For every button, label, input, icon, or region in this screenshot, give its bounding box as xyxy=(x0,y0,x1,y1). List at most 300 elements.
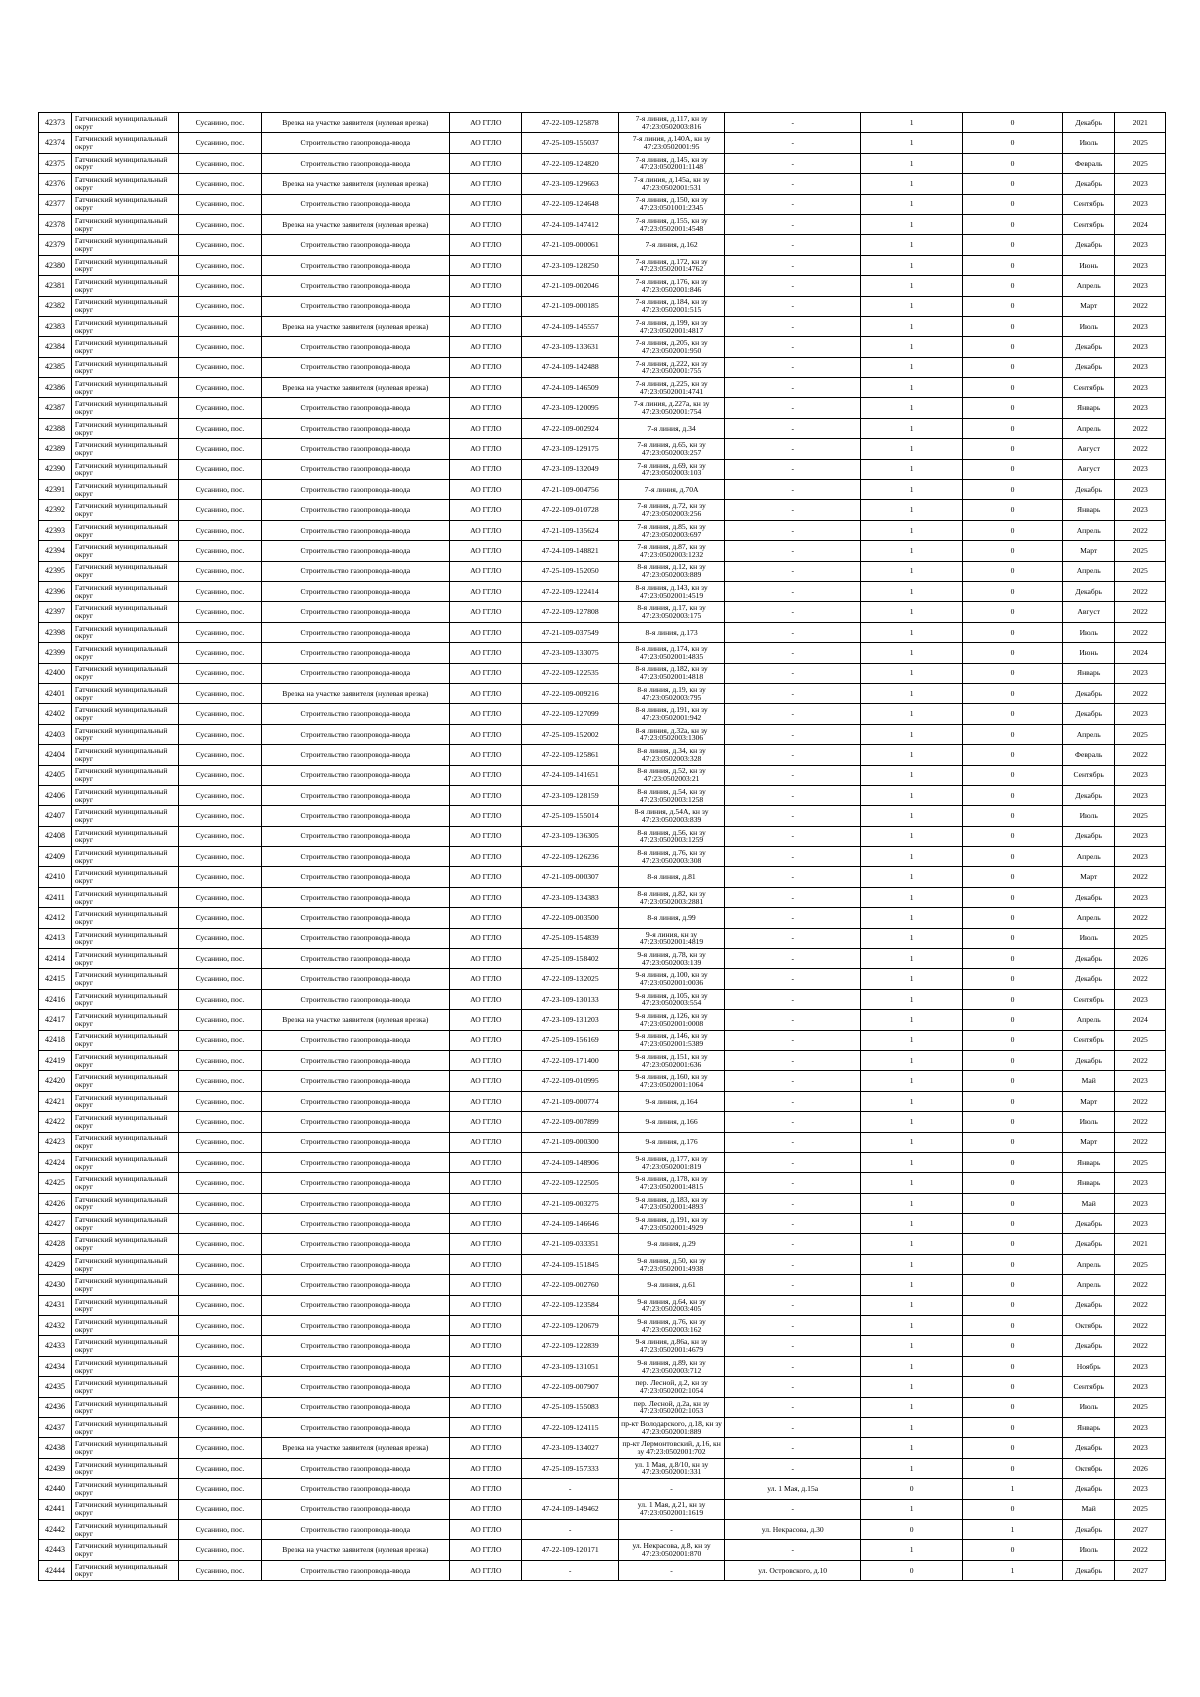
cell-count-b: 0 xyxy=(963,683,1063,703)
cell-organization: АО ГГЛО xyxy=(450,133,522,153)
cell-address: - xyxy=(725,153,861,173)
cell-row-id: 42389 xyxy=(39,439,72,459)
cell-work-type: Строительство газопровода-ввода xyxy=(261,500,450,520)
cell-address-cadastral: 8-я линия, д.54А, кн зу 47:23:0502003:839 xyxy=(618,806,724,826)
cell-settlement: Сусанино, пос. xyxy=(179,500,261,520)
cell-organization: АО ГГЛО xyxy=(450,1132,522,1152)
cell-month: Декабрь xyxy=(1062,969,1115,989)
table-row xyxy=(39,561,1166,581)
cell-row-id: 42432 xyxy=(39,1316,72,1336)
cell-count-b: 0 xyxy=(963,153,1063,173)
cell-work-type: Строительство газопровода-ввода xyxy=(261,194,450,214)
cell-count-a: 1 xyxy=(861,908,963,928)
cell-application-number: 47-25-109-155014 xyxy=(522,806,618,826)
cell-organization: АО ГГЛО xyxy=(450,745,522,765)
cell-settlement: Сусанино, пос. xyxy=(179,969,261,989)
cell-district: Гатчинский муниципальный округ xyxy=(71,765,178,785)
cell-organization: АО ГГЛО xyxy=(450,785,522,805)
cell-application-number: 47-23-109-131051 xyxy=(522,1356,618,1376)
cell-year: 2024 xyxy=(1115,1010,1166,1030)
cell-application-number: 47-22-109-002924 xyxy=(522,418,618,438)
cell-address: - xyxy=(725,949,861,969)
cell-count-a: 1 xyxy=(861,276,963,296)
cell-count-b: 0 xyxy=(963,418,1063,438)
table-row xyxy=(39,1499,1166,1519)
cell-work-type: Строительство газопровода-ввода xyxy=(261,357,450,377)
cell-row-id: 42444 xyxy=(39,1560,72,1580)
cell-count-b: 0 xyxy=(963,1050,1063,1070)
cell-row-id: 42399 xyxy=(39,643,72,663)
cell-count-b: 0 xyxy=(963,1173,1063,1193)
cell-application-number: - xyxy=(522,1519,618,1539)
cell-work-type: Строительство газопровода-ввода xyxy=(261,1275,450,1295)
cell-settlement: Сусанино, пос. xyxy=(179,643,261,663)
table-row xyxy=(39,643,1166,663)
cell-application-number: 47-22-109-122505 xyxy=(522,1173,618,1193)
cell-count-a: 1 xyxy=(861,153,963,173)
cell-month: Декабрь xyxy=(1062,683,1115,703)
cell-row-id: 42385 xyxy=(39,357,72,377)
cell-row-id: 42379 xyxy=(39,235,72,255)
table-row xyxy=(39,1336,1166,1356)
table-row xyxy=(39,847,1166,867)
cell-year: 2022 xyxy=(1115,418,1166,438)
cell-count-a: 1 xyxy=(861,337,963,357)
cell-address: - xyxy=(725,194,861,214)
cell-district: Гатчинский муниципальный округ xyxy=(71,826,178,846)
cell-count-b: 0 xyxy=(963,500,1063,520)
cell-application-number: 47-23-109-131203 xyxy=(522,1010,618,1030)
table-row xyxy=(39,235,1166,255)
table-row xyxy=(39,745,1166,765)
cell-address-cadastral: 9-я линия, д.89, кн зу 47:23:0502003:712 xyxy=(618,1356,724,1376)
table-row xyxy=(39,296,1166,316)
gasification-table xyxy=(38,112,1166,1581)
cell-year: 2023 xyxy=(1115,1193,1166,1213)
cell-settlement: Сусанино, пос. xyxy=(179,561,261,581)
cell-work-type: Строительство газопровода-ввода xyxy=(261,1458,450,1478)
cell-month: Сентябрь xyxy=(1062,765,1115,785)
cell-month: Март xyxy=(1062,1132,1115,1152)
cell-year: 2025 xyxy=(1115,541,1166,561)
cell-month: Август xyxy=(1062,602,1115,622)
cell-settlement: Сусанино, пос. xyxy=(179,1356,261,1376)
table-row xyxy=(39,276,1166,296)
cell-organization: АО ГГЛО xyxy=(450,704,522,724)
cell-organization: АО ГГЛО xyxy=(450,622,522,642)
cell-month: Декабрь xyxy=(1062,887,1115,907)
cell-count-b: 0 xyxy=(963,765,1063,785)
cell-year: 2023 xyxy=(1115,500,1166,520)
cell-row-id: 42415 xyxy=(39,969,72,989)
cell-address: - xyxy=(725,887,861,907)
cell-organization: АО ГГЛО xyxy=(450,113,522,133)
cell-work-type: Строительство газопровода-ввода xyxy=(261,1295,450,1315)
cell-month: Июль xyxy=(1062,928,1115,948)
cell-work-type: Строительство газопровода-ввода xyxy=(261,1316,450,1336)
cell-district: Гатчинский муниципальный округ xyxy=(71,1479,178,1499)
cell-count-b: 0 xyxy=(963,235,1063,255)
cell-district: Гатчинский муниципальный округ xyxy=(71,255,178,275)
cell-row-id: 42396 xyxy=(39,581,72,601)
cell-year: 2024 xyxy=(1115,643,1166,663)
cell-application-number: 47-24-109-148821 xyxy=(522,541,618,561)
cell-work-type: Строительство газопровода-ввода xyxy=(261,581,450,601)
cell-address: - xyxy=(725,1540,861,1560)
cell-row-id: 42404 xyxy=(39,745,72,765)
cell-organization: АО ГГЛО xyxy=(450,316,522,336)
cell-work-type: Строительство газопровода-ввода xyxy=(261,969,450,989)
cell-row-id: 42378 xyxy=(39,214,72,234)
cell-count-b: 0 xyxy=(963,1193,1063,1213)
cell-organization: АО ГГЛО xyxy=(450,663,522,683)
table-row xyxy=(39,1275,1166,1295)
cell-count-a: 1 xyxy=(861,214,963,234)
cell-row-id: 42423 xyxy=(39,1132,72,1152)
cell-work-type: Строительство газопровода-ввода xyxy=(261,989,450,1009)
cell-address: - xyxy=(725,1112,861,1132)
cell-address: - xyxy=(725,398,861,418)
cell-count-a: 1 xyxy=(861,683,963,703)
cell-organization: АО ГГЛО xyxy=(450,581,522,601)
cell-application-number: 47-23-109-133075 xyxy=(522,643,618,663)
cell-organization: АО ГГЛО xyxy=(450,949,522,969)
cell-row-id: 42398 xyxy=(39,622,72,642)
cell-work-type: Строительство газопровода-ввода xyxy=(261,949,450,969)
table-row xyxy=(39,1010,1166,1030)
cell-address-cadastral: пр-кт Лермонтовский, д.16, кн зу 47:23:0502001:702 xyxy=(618,1438,724,1458)
cell-district: Гатчинский муниципальный округ xyxy=(71,296,178,316)
cell-count-a: 1 xyxy=(861,1418,963,1438)
cell-month: Апрель xyxy=(1062,847,1115,867)
cell-organization: АО ГГЛО xyxy=(450,847,522,867)
cell-district: Гатчинский муниципальный округ xyxy=(71,1234,178,1254)
table-row xyxy=(39,480,1166,500)
cell-district: Гатчинский муниципальный округ xyxy=(71,174,178,194)
cell-count-a: 1 xyxy=(861,1030,963,1050)
cell-year: 2023 xyxy=(1115,765,1166,785)
cell-settlement: Сусанино, пос. xyxy=(179,1132,261,1152)
cell-address: - xyxy=(725,500,861,520)
cell-settlement: Сусанино, пос. xyxy=(179,1438,261,1458)
cell-district: Гатчинский муниципальный округ xyxy=(71,785,178,805)
cell-count-b: 0 xyxy=(963,1438,1063,1458)
cell-settlement: Сусанино, пос. xyxy=(179,1091,261,1111)
cell-count-a: 1 xyxy=(861,724,963,744)
table-row xyxy=(39,113,1166,133)
cell-count-a: 1 xyxy=(861,541,963,561)
cell-address: - xyxy=(725,561,861,581)
cell-settlement: Сусанино, пос. xyxy=(179,887,261,907)
cell-settlement: Сусанино, пос. xyxy=(179,480,261,500)
cell-work-type: Врезка на участке заявителя (нулевая врезка) xyxy=(261,174,450,194)
cell-settlement: Сусанино, пос. xyxy=(179,1010,261,1030)
cell-organization: АО ГГЛО xyxy=(450,1316,522,1336)
cell-year: 2025 xyxy=(1115,724,1166,744)
cell-address: - xyxy=(725,1254,861,1274)
cell-month: Декабрь xyxy=(1062,1519,1115,1539)
cell-address-cadastral: 7-я линия, д.70А xyxy=(618,480,724,500)
cell-district: Гатчинский муниципальный округ xyxy=(71,928,178,948)
cell-district: Гатчинский муниципальный округ xyxy=(71,887,178,907)
cell-month: Декабрь xyxy=(1062,174,1115,194)
cell-address-cadastral: 8-я линия, д.174, кн зу 47:23:0502001:4835 xyxy=(618,643,724,663)
cell-application-number: 47-23-109-136305 xyxy=(522,826,618,846)
cell-settlement: Сусанино, пос. xyxy=(179,806,261,826)
cell-work-type: Строительство газопровода-ввода xyxy=(261,1377,450,1397)
cell-organization: АО ГГЛО xyxy=(450,1499,522,1519)
table-row xyxy=(39,683,1166,703)
cell-organization: АО ГГЛО xyxy=(450,357,522,377)
cell-settlement: Сусанино, пос. xyxy=(179,1234,261,1254)
cell-address-cadastral: 9-я линия, д.29 xyxy=(618,1234,724,1254)
cell-count-b: 0 xyxy=(963,826,1063,846)
cell-row-id: 42428 xyxy=(39,1234,72,1254)
cell-address-cadastral: 8-я линия, д.17, кн зу 47:23:0502003:175 xyxy=(618,602,724,622)
cell-count-b: 0 xyxy=(963,745,1063,765)
cell-application-number: 47-22-109-132025 xyxy=(522,969,618,989)
table-row xyxy=(39,949,1166,969)
cell-application-number: 47-21-109-004756 xyxy=(522,480,618,500)
cell-year: 2022 xyxy=(1115,1050,1166,1070)
cell-month: Июль xyxy=(1062,133,1115,153)
cell-address: - xyxy=(725,113,861,133)
cell-row-id: 42406 xyxy=(39,785,72,805)
cell-application-number: 47-22-109-122839 xyxy=(522,1336,618,1356)
cell-address-cadastral: 8-я линия, д.32а, кн зу 47:23:0502003:1306 xyxy=(618,724,724,744)
cell-month: Май xyxy=(1062,1193,1115,1213)
cell-count-a: 1 xyxy=(861,174,963,194)
cell-year: 2023 xyxy=(1115,1173,1166,1193)
cell-address: - xyxy=(725,1050,861,1070)
cell-district: Гатчинский муниципальный округ xyxy=(71,1560,178,1580)
cell-address-cadastral: 7-я линия, д.85, кн зу 47:23:0502003:697 xyxy=(618,520,724,540)
cell-work-type: Врезка на участке заявителя (нулевая врезка) xyxy=(261,214,450,234)
cell-address: - xyxy=(725,133,861,153)
cell-count-b: 0 xyxy=(963,1316,1063,1336)
cell-row-id: 42434 xyxy=(39,1356,72,1376)
cell-year: 2021 xyxy=(1115,1234,1166,1254)
cell-address-cadastral: - xyxy=(618,1519,724,1539)
table-row xyxy=(39,1173,1166,1193)
cell-settlement: Сусанино, пос. xyxy=(179,174,261,194)
cell-count-b: 0 xyxy=(963,704,1063,724)
cell-address: - xyxy=(725,847,861,867)
cell-district: Гатчинский муниципальный округ xyxy=(71,520,178,540)
cell-count-b: 0 xyxy=(963,174,1063,194)
cell-work-type: Строительство газопровода-ввода xyxy=(261,704,450,724)
table-row xyxy=(39,1316,1166,1336)
cell-month: Июль xyxy=(1062,1397,1115,1417)
cell-settlement: Сусанино, пос. xyxy=(179,113,261,133)
cell-work-type: Строительство газопровода-ввода xyxy=(261,887,450,907)
cell-count-b: 0 xyxy=(963,520,1063,540)
cell-organization: АО ГГЛО xyxy=(450,765,522,785)
cell-work-type: Строительство газопровода-ввода xyxy=(261,602,450,622)
cell-district: Гатчинский муниципальный округ xyxy=(71,683,178,703)
table-row xyxy=(39,174,1166,194)
cell-year: 2027 xyxy=(1115,1560,1166,1580)
table-row xyxy=(39,1540,1166,1560)
cell-year: 2023 xyxy=(1115,826,1166,846)
cell-address: - xyxy=(725,1275,861,1295)
cell-district: Гатчинский муниципальный округ xyxy=(71,1377,178,1397)
cell-address: - xyxy=(725,174,861,194)
cell-address: - xyxy=(725,1234,861,1254)
cell-application-number: 47-23-109-120095 xyxy=(522,398,618,418)
table-row xyxy=(39,398,1166,418)
cell-address: ул. Островского, д.10 xyxy=(725,1560,861,1580)
cell-row-id: 42440 xyxy=(39,1479,72,1499)
cell-address: - xyxy=(725,1132,861,1152)
cell-address-cadastral: 7-я линия, д.65, кн зу 47:23:0502003:257 xyxy=(618,439,724,459)
cell-district: Гатчинский муниципальный округ xyxy=(71,113,178,133)
cell-address: - xyxy=(725,806,861,826)
cell-settlement: Сусанино, пос. xyxy=(179,683,261,703)
cell-address: - xyxy=(725,643,861,663)
cell-organization: АО ГГЛО xyxy=(450,480,522,500)
cell-address-cadastral: 8-я линия, д.191, кн зу 47:23:0502001:942 xyxy=(618,704,724,724)
cell-month: Декабрь xyxy=(1062,1295,1115,1315)
cell-organization: АО ГГЛО xyxy=(450,378,522,398)
cell-count-a: 1 xyxy=(861,316,963,336)
cell-row-id: 42410 xyxy=(39,867,72,887)
cell-address: - xyxy=(725,1418,861,1438)
cell-district: Гатчинский муниципальный округ xyxy=(71,439,178,459)
cell-application-number: 47-22-109-007907 xyxy=(522,1377,618,1397)
cell-address-cadastral: 7-я линия, д.69, кн зу 47:23:0502003:103 xyxy=(618,459,724,479)
cell-month: Май xyxy=(1062,1071,1115,1091)
cell-count-a: 1 xyxy=(861,1295,963,1315)
table-row xyxy=(39,989,1166,1009)
cell-organization: АО ГГЛО xyxy=(450,969,522,989)
cell-year: 2022 xyxy=(1115,969,1166,989)
cell-settlement: Сусанино, пос. xyxy=(179,1173,261,1193)
table-row xyxy=(39,1030,1166,1050)
table-row xyxy=(39,378,1166,398)
cell-district: Гатчинский муниципальный округ xyxy=(71,602,178,622)
cell-year: 2022 xyxy=(1115,1132,1166,1152)
cell-row-id: 42421 xyxy=(39,1091,72,1111)
cell-application-number: 47-22-109-120679 xyxy=(522,1316,618,1336)
cell-count-b: 0 xyxy=(963,1010,1063,1030)
table-row xyxy=(39,1377,1166,1397)
cell-district: Гатчинский муниципальный округ xyxy=(71,133,178,153)
cell-count-b: 0 xyxy=(963,1030,1063,1050)
cell-address-cadastral: 7-я линия, д.145а, кн зу 47:23:0502001:531 xyxy=(618,174,724,194)
cell-work-type: Строительство газопровода-ввода xyxy=(261,1418,450,1438)
cell-row-id: 42412 xyxy=(39,908,72,928)
cell-application-number: 47-21-109-000307 xyxy=(522,867,618,887)
cell-month: Декабрь xyxy=(1062,1560,1115,1580)
cell-work-type: Строительство газопровода-ввода xyxy=(261,1071,450,1091)
cell-address-cadastral: 7-я линия, д.199, кн зу 47:23:0502001:4817 xyxy=(618,316,724,336)
cell-organization: АО ГГЛО xyxy=(450,1397,522,1417)
cell-settlement: Сусанино, пос. xyxy=(179,1336,261,1356)
cell-district: Гатчинский муниципальный округ xyxy=(71,989,178,1009)
cell-count-a: 1 xyxy=(861,867,963,887)
cell-year: 2022 xyxy=(1115,622,1166,642)
cell-month: Январь xyxy=(1062,1173,1115,1193)
table-row xyxy=(39,214,1166,234)
cell-year: 2026 xyxy=(1115,949,1166,969)
cell-address-cadastral: 7-я линия, д.34 xyxy=(618,418,724,438)
cell-month: Октябрь xyxy=(1062,1458,1115,1478)
cell-count-a: 1 xyxy=(861,378,963,398)
cell-organization: АО ГГЛО xyxy=(450,1519,522,1539)
cell-row-id: 42401 xyxy=(39,683,72,703)
cell-row-id: 42443 xyxy=(39,1540,72,1560)
cell-row-id: 42405 xyxy=(39,765,72,785)
cell-year: 2023 xyxy=(1115,357,1166,377)
cell-settlement: Сусанино, пос. xyxy=(179,1479,261,1499)
cell-row-id: 42438 xyxy=(39,1438,72,1458)
cell-count-a: 1 xyxy=(861,1377,963,1397)
cell-month: Июль xyxy=(1062,316,1115,336)
cell-work-type: Строительство газопровода-ввода xyxy=(261,785,450,805)
cell-count-b: 0 xyxy=(963,1418,1063,1438)
table-row xyxy=(39,1295,1166,1315)
cell-year: 2022 xyxy=(1115,908,1166,928)
cell-count-b: 0 xyxy=(963,480,1063,500)
cell-settlement: Сусанино, пос. xyxy=(179,1418,261,1438)
cell-district: Гатчинский муниципальный округ xyxy=(71,1254,178,1274)
cell-work-type: Врезка на участке заявителя (нулевая врезка) xyxy=(261,1540,450,1560)
table-row xyxy=(39,1050,1166,1070)
cell-application-number: 47-25-109-158402 xyxy=(522,949,618,969)
cell-address-cadastral: 7-я линия, д.225, кн зу 47:23:0502001:4741 xyxy=(618,378,724,398)
cell-count-a: 1 xyxy=(861,1397,963,1417)
cell-district: Гатчинский муниципальный округ xyxy=(71,1152,178,1172)
cell-month: Сентябрь xyxy=(1062,1377,1115,1397)
cell-month: Апрель xyxy=(1062,276,1115,296)
cell-application-number: 47-22-109-010728 xyxy=(522,500,618,520)
cell-organization: АО ГГЛО xyxy=(450,1438,522,1458)
cell-settlement: Сусанино, пос. xyxy=(179,153,261,173)
cell-organization: АО ГГЛО xyxy=(450,1050,522,1070)
cell-month: Декабрь xyxy=(1062,949,1115,969)
cell-month: Октябрь xyxy=(1062,1316,1115,1336)
cell-work-type: Строительство газопровода-ввода xyxy=(261,928,450,948)
cell-work-type: Строительство газопровода-ввода xyxy=(261,826,450,846)
cell-application-number: 47-21-109-003275 xyxy=(522,1193,618,1213)
cell-application-number: 47-23-109-134383 xyxy=(522,887,618,907)
cell-count-b: 0 xyxy=(963,602,1063,622)
cell-year: 2023 xyxy=(1115,459,1166,479)
cell-organization: АО ГГЛО xyxy=(450,928,522,948)
cell-organization: АО ГГЛО xyxy=(450,724,522,744)
cell-district: Гатчинский муниципальный округ xyxy=(71,459,178,479)
cell-count-a: 1 xyxy=(861,520,963,540)
cell-month: Апрель xyxy=(1062,1254,1115,1274)
cell-count-b: 0 xyxy=(963,1071,1063,1091)
cell-organization: АО ГГЛО xyxy=(450,398,522,418)
cell-address: - xyxy=(725,867,861,887)
cell-row-id: 42377 xyxy=(39,194,72,214)
cell-count-b: 0 xyxy=(963,1152,1063,1172)
cell-month: Июль xyxy=(1062,622,1115,642)
cell-month: Январь xyxy=(1062,1152,1115,1172)
cell-address-cadastral: 8-я линия, д.99 xyxy=(618,908,724,928)
cell-count-a: 1 xyxy=(861,581,963,601)
cell-work-type: Врезка на участке заявителя (нулевая врезка) xyxy=(261,683,450,703)
cell-year: 2023 xyxy=(1115,1418,1166,1438)
table-row xyxy=(39,357,1166,377)
cell-count-a: 1 xyxy=(861,1234,963,1254)
cell-address-cadastral: 7-я линия, д.184, кн зу 47:23:0502001:515 xyxy=(618,296,724,316)
cell-application-number: 47-24-109-146646 xyxy=(522,1214,618,1234)
cell-work-type: Строительство газопровода-ввода xyxy=(261,1050,450,1070)
